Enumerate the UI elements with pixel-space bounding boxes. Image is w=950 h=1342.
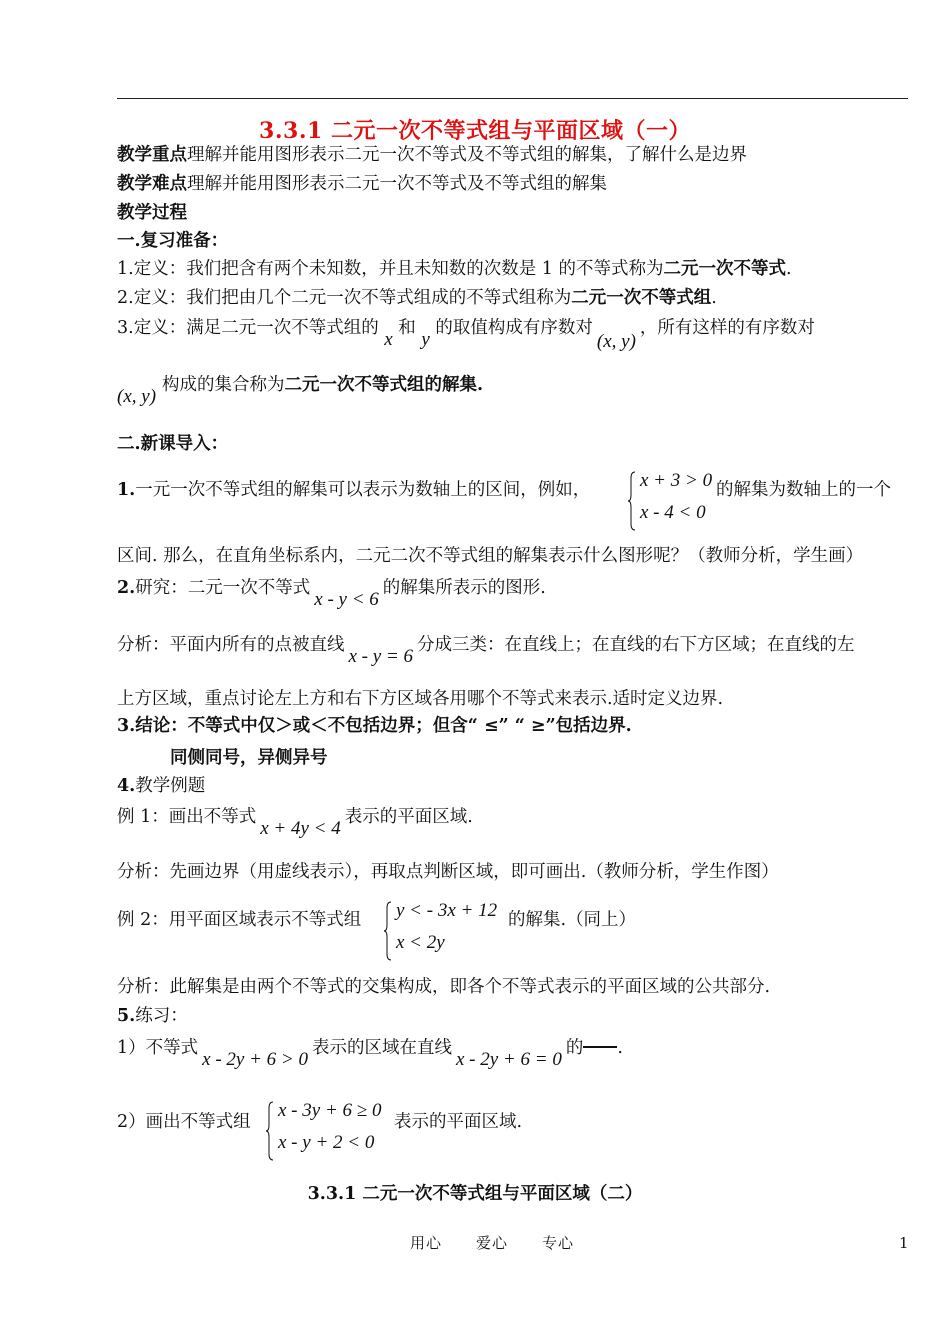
- example-2-a: 例 2：用平面区域表示不等式组: [117, 910, 362, 930]
- brace-icon: [628, 470, 636, 532]
- analysis-1-cont: 上方区域，重点讨论左上方和右下方区域各用哪个不等式来表示.适时定义边界.: [117, 689, 724, 709]
- ordered-pair: (x, y): [596, 331, 636, 352]
- exercise-2: [117, 1112, 251, 1133]
- example-1-math: x + 4y < 4: [260, 818, 341, 839]
- difficult-point-label: 教学难点: [117, 174, 187, 194]
- example-1-a: 例 1：画出不等式: [117, 807, 257, 827]
- header-rule: [117, 98, 908, 99]
- example-2: [117, 910, 361, 931]
- exercise-1-d: .: [617, 1038, 623, 1058]
- exercise-2-b: 表示的平面区域.: [394, 1112, 523, 1132]
- system-3-row-1: x - 3y + 6 ≥ 0: [278, 1100, 382, 1121]
- paragraph-1-cont: 区间. 那么，在直角坐标系内，二元二次不等式组的解集表示什么图形呢？（教师分析，学生画）: [117, 546, 864, 566]
- brace-icon: [266, 1100, 274, 1162]
- paragraph-3: [117, 716, 632, 737]
- system-2: [384, 900, 508, 962]
- paragraph-2: [117, 577, 546, 610]
- review-heading: 一.复习准备：: [117, 231, 229, 251]
- system-1: [628, 470, 724, 532]
- example-2-analysis: 分析：此解集是由两个不等式的交集构成，即各个不等式表示的平面区域的公共部分.: [117, 977, 771, 997]
- definition-2: 2.定义：我们把由几个二元一次不等式组成的不等式组称为二元一次不等式组.: [117, 288, 717, 308]
- paragraph-4-text: 教学例题: [135, 776, 206, 796]
- analysis-1-math: x - y = 6: [348, 646, 414, 667]
- difficult-point-line: [117, 174, 607, 195]
- exercise-1-math-2: x - 2y + 6 = 0: [455, 1049, 562, 1070]
- definition-3-b: 的取值构成有序数对: [435, 318, 593, 338]
- footer-item: 用心: [410, 1234, 443, 1252]
- paragraph-3-num: 3.: [117, 716, 136, 736]
- paragraph-1-text: 一元一次不等式组的解集可以表示为数轴上的区间，例如，: [135, 480, 591, 500]
- key-point-label: 教学重点: [117, 145, 187, 165]
- paragraph-2-text: 研究：二元一次不等式: [135, 578, 311, 598]
- paragraph-2-math: x - y < 6: [314, 589, 379, 610]
- definition-3-d: 构成的集合称为: [162, 375, 285, 395]
- ordered-pair-2: (x, y): [117, 386, 157, 407]
- page-title: 3.3.1 二元一次不等式组与平面区域（一）: [259, 118, 691, 144]
- system-3-row-2: x - y + 2 < 0: [278, 1132, 375, 1153]
- system-2-row-2: x < 2y: [396, 932, 445, 953]
- exercise-1-c: 的: [565, 1038, 584, 1058]
- footer-item: 专心: [542, 1234, 575, 1252]
- exercise-1: [117, 1037, 623, 1070]
- paragraph-5: [117, 1006, 188, 1027]
- definition-2-term: 二元一次不等式组: [571, 288, 712, 308]
- var-x: x: [384, 329, 393, 350]
- footer: [410, 1232, 608, 1253]
- exercise-1-math: x - 2y + 6 > 0: [202, 1049, 308, 1070]
- paragraph-2-num: 2.: [117, 578, 136, 598]
- brace-icon: [384, 900, 392, 962]
- example-1: [117, 806, 473, 839]
- page-number: 1: [899, 1234, 909, 1252]
- paragraph-1: [117, 480, 590, 501]
- definition-3-and: 和: [398, 318, 416, 338]
- paragraph-3-text: 结论：不等式中仅＞或＜不包括边界；但含“ ≤” “ ≥”包括边界.: [135, 716, 632, 736]
- exercise-1-a: 1）不等式: [117, 1038, 199, 1058]
- definition-1-term: 二元一次不等式: [663, 259, 786, 279]
- exercise-2-a: 2）画出不等式组: [117, 1112, 251, 1132]
- new-lesson-heading: 二.新课导入：: [117, 434, 229, 454]
- paragraph-3-rule: 同侧同号，异侧异号: [170, 748, 328, 768]
- difficult-point-text: 理解并能用图形表示二元一次不等式及不等式组的解集: [187, 174, 607, 194]
- definition-1-text: 1.定义：我们把含有两个未知数，并且未知数的次数是 1 的不等式称为: [117, 259, 664, 279]
- system-1-row-1: x + 3 > 0: [640, 470, 713, 491]
- definition-3-term: 二元一次不等式组的解集.: [284, 375, 484, 395]
- paragraph-4-num: 4.: [117, 776, 136, 796]
- definition-3-a: 3.定义：满足二元一次不等式组的: [117, 318, 379, 338]
- example-1-analysis: 分析：先画边界（用虚线表示），再取点判断区域，即可画出.（教师分析，学生作图）: [117, 862, 779, 882]
- exercise-1-b: 表示的区域在直线: [311, 1038, 452, 1058]
- system-3: [266, 1100, 396, 1162]
- key-point-line: [117, 145, 747, 166]
- paragraph-5-text: 练习：: [135, 1006, 188, 1026]
- next-section-title: 3.3.1 二元一次不等式组与平面区域（二）: [307, 1184, 643, 1204]
- analysis-1: [117, 634, 855, 667]
- paragraph-1-after: 的解集为数轴上的一个: [716, 480, 891, 500]
- paragraph-4: [117, 776, 205, 797]
- definition-3: [117, 317, 815, 352]
- analysis-1-b: 分成三类：在直线上；在直线的右下方区域；在直线的左: [417, 635, 855, 655]
- definition-3-cont: [117, 374, 484, 407]
- definition-1: 1.定义：我们把含有两个未知数，并且未知数的次数是 1 的不等式称为二元一次不等式.: [117, 259, 792, 279]
- paragraph-2-after: 的解集所表示的图形.: [382, 578, 546, 598]
- answer-blank[interactable]: [583, 1046, 617, 1048]
- definition-3-c: ，所有这样的有序数对: [639, 318, 815, 338]
- paragraph-5-num: 5.: [117, 1006, 136, 1026]
- process-heading: 教学过程: [117, 203, 187, 223]
- footer-item: 爱心: [476, 1234, 509, 1252]
- analysis-1-a: 分析：平面内所有的点被直线: [117, 635, 345, 655]
- system-1-row-2: x - 4 < 0: [640, 502, 706, 523]
- definition-2-text: 2.定义：我们把由几个二元一次不等式组成的不等式组称为: [117, 288, 572, 308]
- var-y: y: [421, 329, 430, 350]
- example-1-b: 表示的平面区域.: [344, 807, 473, 827]
- paragraph-1-num: 1.: [117, 480, 136, 500]
- system-2-row-1: y < - 3x + 12: [396, 900, 498, 921]
- key-point-text: 理解并能用图形表示二元一次不等式及不等式组的解集，了解什么是边界: [187, 145, 747, 165]
- example-2-b: 的解集.（同上）: [508, 910, 637, 930]
